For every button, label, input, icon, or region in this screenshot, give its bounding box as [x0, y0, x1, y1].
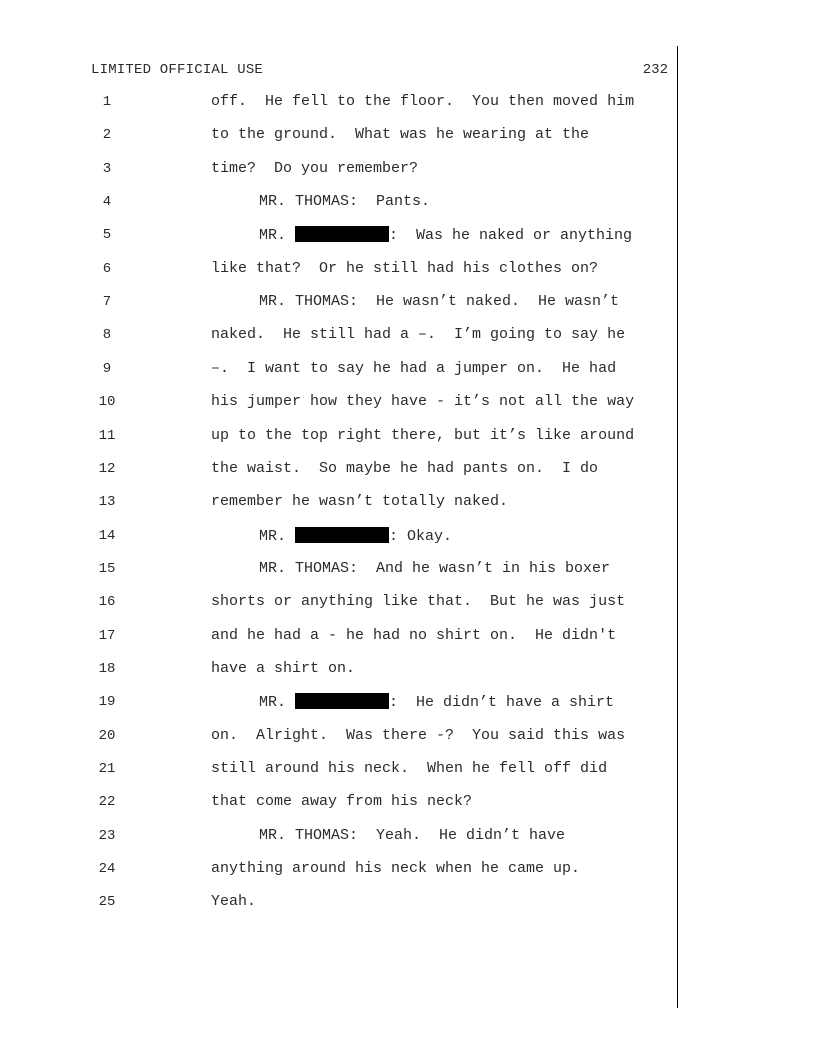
line-number: 19: [98, 694, 116, 711]
line-text: [259, 827, 565, 844]
line-text-segment: the waist. So maybe he had pants on. I do: [211, 459, 599, 477]
line-text-segment: his jumper how they have - it’s not all the way: [211, 393, 635, 411]
redaction-box: [295, 693, 389, 709]
line-text: [211, 427, 634, 444]
transcript-line: [0, 261, 680, 281]
line-number: 1: [102, 94, 112, 110]
line-text: [211, 593, 625, 610]
line-number: 3: [102, 160, 112, 177]
transcript-line: [0, 628, 680, 648]
line-text-segment: –. I want to say he had a jumper on. He had: [211, 359, 617, 377]
line-text-segment: still around his neck. When he fell off did: [211, 760, 608, 777]
line-text-segment: : Okay.: [389, 527, 453, 545]
line-number: 13: [98, 494, 116, 511]
line-text: [211, 93, 634, 110]
line-number: 17: [98, 627, 116, 644]
line-number: 20: [98, 727, 116, 744]
line-text-segment: and he had a - he had no shirt on. He didn't: [211, 626, 617, 644]
line-number: 14: [98, 527, 116, 544]
transcript-line: [0, 694, 680, 714]
line-number: 15: [98, 560, 116, 577]
transcript-line: [0, 327, 680, 347]
line-text: [259, 293, 619, 310]
redaction-box: [295, 226, 389, 242]
line-number: 22: [98, 794, 116, 811]
line-number: 23: [98, 827, 116, 844]
line-number: 18: [98, 660, 116, 677]
transcript-line: [0, 794, 680, 814]
line-text: [211, 360, 616, 377]
line-number: 10: [98, 394, 116, 411]
line-text-segment: have a shirt on.: [211, 659, 356, 677]
transcript-line: [0, 861, 680, 881]
transcript-line: [0, 661, 680, 681]
transcript-line: [0, 94, 680, 114]
transcript-line: [0, 728, 680, 748]
line-text-segment: MR. THOMAS: And he wasn’t in his boxer: [259, 559, 611, 577]
transcript-line: [0, 594, 680, 614]
line-text-segment: Yeah.: [211, 893, 257, 911]
line-text: [211, 727, 625, 744]
transcript-line: [0, 361, 680, 381]
line-number: 24: [98, 861, 116, 878]
line-text: [211, 160, 418, 177]
line-text-segment: anything around his neck when he came up.: [211, 860, 581, 878]
transcript-line: [0, 227, 680, 247]
line-text-segment: up to the top right there, but it’s like around: [211, 426, 635, 444]
line-text: [211, 793, 472, 810]
line-text-segment: MR. THOMAS: Yeah. He didn’t have: [259, 826, 566, 844]
line-text: [211, 627, 616, 644]
line-number: 8: [102, 327, 112, 344]
line-number: 2: [102, 127, 112, 144]
transcript-line: [0, 127, 680, 147]
line-number: 25: [98, 894, 116, 911]
line-text: [211, 860, 580, 877]
line-text: [211, 660, 355, 677]
line-text-segment: naked. He still had a –. I’m going to say he: [211, 326, 626, 344]
line-text: [259, 560, 610, 577]
transcript-line: [0, 828, 680, 848]
transcript-line: [0, 494, 680, 514]
line-text: [259, 527, 452, 545]
line-text-segment: : He didn’t have a shirt: [389, 694, 615, 712]
line-text-segment: off. He fell to the floor. You then moved him: [211, 93, 635, 110]
line-text-segment: like that? Or he still had his clothes on?: [211, 259, 599, 277]
line-number: 16: [98, 594, 116, 611]
line-text: [211, 260, 598, 277]
line-text: [259, 226, 632, 244]
line-text: [259, 693, 614, 711]
line-text: [211, 893, 256, 910]
line-text-segment: MR.: [259, 227, 296, 245]
line-text: [211, 393, 634, 410]
line-text-segment: MR.: [259, 694, 296, 712]
page-number: 232: [642, 62, 668, 78]
line-text: [211, 126, 589, 143]
line-text: [211, 760, 607, 777]
transcript-line: [0, 161, 680, 181]
line-text: [259, 193, 430, 210]
transcript-line: [0, 528, 680, 548]
line-text-segment: MR. THOMAS: He wasn’t naked. He wasn’t: [259, 293, 620, 311]
line-text-segment: time? Do you remember?: [211, 159, 419, 177]
transcript-line: [0, 428, 680, 448]
line-number: 11: [98, 427, 116, 444]
transcript-line: [0, 894, 680, 914]
header-classification: LIMITED OFFICIAL USE: [91, 62, 264, 78]
line-text-segment: shorts or anything like that. But he was just: [211, 593, 626, 611]
line-number: 12: [98, 460, 116, 477]
transcript-line: [0, 394, 680, 414]
transcript-line: [0, 761, 680, 781]
line-text: [211, 460, 598, 477]
line-number: 21: [98, 761, 116, 777]
transcript-line: [0, 561, 680, 581]
line-number: 4: [102, 194, 112, 211]
line-number: 5: [102, 227, 112, 244]
transcript-line: [0, 461, 680, 481]
line-text: [211, 493, 508, 510]
line-text-segment: on. Alright. Was there -? You said this was: [211, 726, 626, 744]
line-text-segment: remember he wasn’t totally naked.: [211, 493, 509, 511]
line-text-segment: MR. THOMAS: Pants.: [259, 193, 431, 211]
line-number: 6: [102, 260, 112, 277]
redaction-box: [295, 527, 389, 543]
line-number: 9: [102, 360, 112, 377]
line-text: [211, 326, 625, 343]
line-number: 7: [102, 294, 112, 311]
line-text-segment: MR.: [259, 527, 296, 545]
transcript-line: [0, 294, 680, 314]
transcript-line: [0, 194, 680, 214]
line-text-segment: that come away from his neck?: [211, 793, 473, 811]
line-text-segment: : Was he naked or anything: [389, 227, 633, 245]
line-text-segment: to the ground. What was he wearing at the: [211, 126, 590, 144]
